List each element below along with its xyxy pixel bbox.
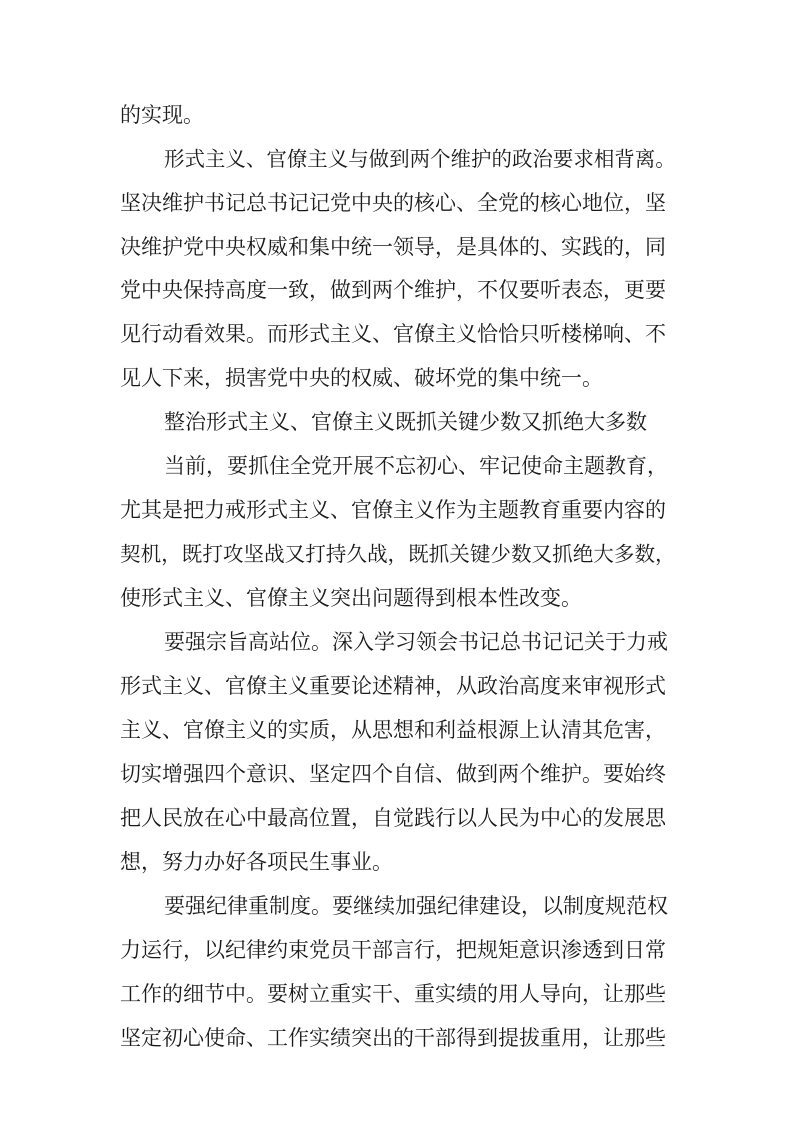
paragraph-first-line: 要强纪律重制度。要继续加强纪律建设，以制度规范权 xyxy=(164,894,668,918)
text-line: 尤其是把力戒形式主义、官僚主义作为主题教育重要内容的 xyxy=(120,498,666,522)
paragraph-first-line: 当前，要抓住全党开展不忘初心、牢记使命主题教育， xyxy=(164,454,668,478)
text-line: 坚定初心使命、工作实绩突出的干部得到提拔重用，让那些 xyxy=(120,1026,666,1050)
paragraph-first-line: 形式主义、官僚主义与做到两个维护的政治要求相背离。 xyxy=(164,147,676,171)
text-line: 决维护党中央权威和集中统一领导，是具体的、实践的，同 xyxy=(120,235,666,259)
text-line: 切实增强四个意识、坚定四个自信、做到两个维护。要始终 xyxy=(120,762,666,786)
text-line: 的实现。 xyxy=(120,103,204,127)
text-line: 使形式主义、官僚主义突出问题得到根本性改变。 xyxy=(120,586,582,610)
text-line: 坚决维护书记总书记记党中央的核心、全党的核心地位，坚 xyxy=(120,191,666,215)
text-line: 契机，既打攻坚战又打持久战，既抓关键少数又抓绝大多数， xyxy=(120,542,676,566)
section-heading: 整治形式主义、官僚主义既抓关键少数又抓绝大多数 xyxy=(164,410,647,434)
text-line: 主义、官僚主义的实质，从思想和利益根源上认清其危害， xyxy=(120,718,666,742)
text-line: 见人下来，损害党中央的权威、破坏党的集中统一。 xyxy=(120,366,603,390)
text-line: 把人民放在心中最高位置，自觉践行以人民为中心的发展思 xyxy=(120,806,666,830)
paragraph-first-line: 要强宗旨高站位。深入学习领会书记总书记记关于力戒 xyxy=(164,630,668,654)
text-line: 见行动看效果。而形式主义、官僚主义恰恰只听楼梯响、不 xyxy=(120,322,666,346)
text-line: 党中央保持高度一致，做到两个维护，不仅要听表态，更要 xyxy=(120,278,666,302)
text-line: 工作的细节中。要树立重实干、重实绩的用人导向，让那些 xyxy=(120,982,666,1006)
text-line: 形式主义、官僚主义重要论述精神，从政治高度来审视形式 xyxy=(120,674,666,698)
text-line: 力运行，以纪律约束党员干部言行，把规矩意识渗透到日常 xyxy=(120,938,666,962)
text-line: 想，努力办好各项民生事业。 xyxy=(120,850,393,874)
